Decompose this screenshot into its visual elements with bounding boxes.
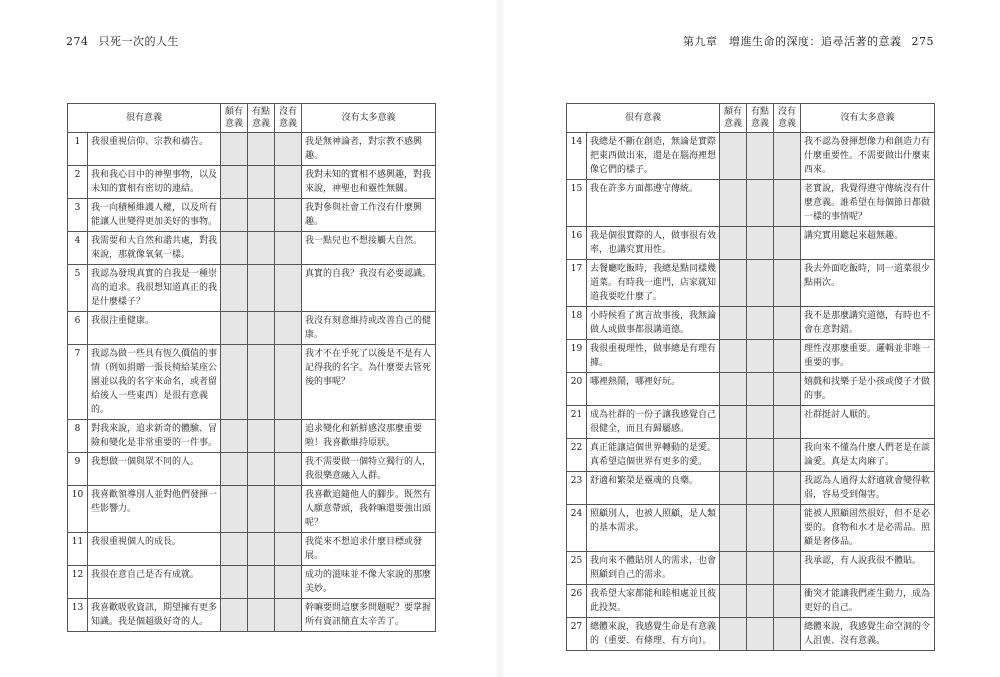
- not-meaningful-cell[interactable]: [275, 566, 302, 599]
- somewhat-meaningful-cell[interactable]: [747, 439, 774, 472]
- somewhat-meaningful-cell[interactable]: [248, 533, 275, 566]
- little-meaning-statement: 理性沒那麼重要。邏輯並非唯一重要的事。: [801, 340, 935, 373]
- right-page-header: [683, 33, 934, 49]
- somewhat-meaningful-cell[interactable]: [248, 599, 275, 632]
- item-number: 9: [68, 453, 88, 486]
- quite-meaningful-cell[interactable]: [720, 585, 747, 618]
- item-number: 18: [567, 307, 587, 340]
- header-quite-meaningful: 頗有意義: [720, 104, 747, 133]
- table-body: [567, 133, 935, 651]
- not-meaningful-cell[interactable]: [275, 345, 302, 420]
- item-number: 21: [567, 406, 587, 439]
- header-very-meaningful: 很有意義: [567, 104, 720, 133]
- item-number: 20: [567, 373, 587, 406]
- meaningful-statement: 我總是不斷在創造，無論是實際把東西做出來，還是在腦海裡想像它們的樣子。: [587, 133, 720, 180]
- item-number: 25: [567, 552, 587, 585]
- not-meaningful-cell[interactable]: [774, 180, 801, 227]
- somewhat-meaningful-cell[interactable]: [248, 232, 275, 265]
- somewhat-meaningful-cell[interactable]: [747, 227, 774, 260]
- table-row: [68, 265, 436, 312]
- little-meaning-statement: 我認為人過得太舒適就會變得軟弱，容易受到傷害。: [801, 472, 935, 505]
- somewhat-meaningful-cell[interactable]: [248, 133, 275, 166]
- quite-meaningful-cell[interactable]: [720, 373, 747, 406]
- table-row: [68, 232, 436, 265]
- item-number: 4: [68, 232, 88, 265]
- quite-meaningful-cell[interactable]: [221, 566, 248, 599]
- somewhat-meaningful-cell[interactable]: [248, 166, 275, 199]
- little-meaning-statement: 我喜歡追隨他人的腳步。既然有人願意帶頭，我幹嘛還要強出頭呢？: [302, 486, 436, 533]
- little-meaning-statement: 我對未知的實相不感興趣，對我來說，神聖也和靈性無關。: [302, 166, 436, 199]
- meaningful-statement: 我向來不體貼別人的需求，也會照顧到自己的需求。: [587, 552, 720, 585]
- table-row: [68, 566, 436, 599]
- meaningful-statement: 我和我心目中的神聖事物，以及未知的實相有密切的連結。: [88, 166, 221, 199]
- table-row: [68, 599, 436, 632]
- little-meaning-statement: 我一點兒也不想接觸大自然。: [302, 232, 436, 265]
- meaningful-statement: 哪裡熱鬧，哪裡好玩。: [587, 373, 720, 406]
- quite-meaningful-cell[interactable]: [221, 453, 248, 486]
- somewhat-meaningful-cell[interactable]: [248, 265, 275, 312]
- header-not-meaningful: 沒有意義: [275, 104, 302, 133]
- quite-meaningful-cell[interactable]: [720, 472, 747, 505]
- table-row: [567, 340, 935, 373]
- item-number: 7: [68, 345, 88, 420]
- running-title: 第九章 增進生命的深度：追尋活著的意義: [683, 35, 902, 48]
- somewhat-meaningful-cell[interactable]: [248, 566, 275, 599]
- item-number: 22: [567, 439, 587, 472]
- somewhat-meaningful-cell[interactable]: [747, 133, 774, 180]
- header-not-meaningful: 沒有意義: [774, 104, 801, 133]
- quite-meaningful-cell[interactable]: [720, 227, 747, 260]
- item-number: 8: [68, 420, 88, 453]
- somewhat-meaningful-cell[interactable]: [747, 618, 774, 651]
- item-number: 1: [68, 133, 88, 166]
- little-meaning-statement: 我不認為發揮想像力和創造力有什麼重要性。不需要做出什麼東西來。: [801, 133, 935, 180]
- item-number: 17: [567, 260, 587, 307]
- quite-meaningful-cell[interactable]: [221, 420, 248, 453]
- meaningful-statement: 我很重視個人的成長。: [88, 533, 221, 566]
- not-meaningful-cell[interactable]: [774, 260, 801, 307]
- somewhat-meaningful-cell[interactable]: [747, 340, 774, 373]
- quite-meaningful-cell[interactable]: [720, 618, 747, 651]
- little-meaning-statement: 我去外面吃飯時，同一道菜很少點兩次。: [801, 260, 935, 307]
- page-number: 275: [911, 35, 934, 48]
- table-row: [68, 533, 436, 566]
- little-meaning-statement: 我向來不懂為什麼人們老是在談論愛。真是太肉麻了。: [801, 439, 935, 472]
- not-meaningful-cell[interactable]: [275, 533, 302, 566]
- meaningful-statement: 小時候看了寓言故事後，我無論做人或做事都很講道德。: [587, 307, 720, 340]
- item-number: 6: [68, 312, 88, 345]
- item-number: 23: [567, 472, 587, 505]
- quite-meaningful-cell[interactable]: [720, 439, 747, 472]
- table-row: [567, 373, 935, 406]
- not-meaningful-cell[interactable]: [774, 373, 801, 406]
- not-meaningful-cell[interactable]: [774, 340, 801, 373]
- meaningful-statement: 我很注重健康。: [88, 312, 221, 345]
- meaningful-statement: 我很重視信仰、宗教和禱告。: [88, 133, 221, 166]
- table-row: [567, 472, 935, 505]
- little-meaning-statement: 衝突才能讓我們產生動力，成為更好的自己。: [801, 585, 935, 618]
- not-meaningful-cell[interactable]: [275, 199, 302, 232]
- not-meaningful-cell[interactable]: [275, 486, 302, 533]
- somewhat-meaningful-cell[interactable]: [248, 312, 275, 345]
- little-meaning-statement: 我沒有刻意維持或改善自己的健康。: [302, 312, 436, 345]
- somewhat-meaningful-cell[interactable]: [747, 585, 774, 618]
- item-number: 13: [68, 599, 88, 632]
- table-row: [68, 133, 436, 166]
- little-meaning-statement: 社群挺討人厭的。: [801, 406, 935, 439]
- meaningful-statement: 我喜歡領導別人並對他們發揮一些影響力。: [88, 486, 221, 533]
- meaningful-statement: 我很在意自己是否有成就。: [88, 566, 221, 599]
- table-row: [567, 406, 935, 439]
- little-meaning-statement: 我才不在乎死了以後是不是有人記得我的名字。為什麼要去管死後的事呢？: [302, 345, 436, 420]
- not-meaningful-cell[interactable]: [275, 420, 302, 453]
- item-number: 3: [68, 199, 88, 232]
- not-meaningful-cell[interactable]: [275, 133, 302, 166]
- somewhat-meaningful-cell[interactable]: [747, 406, 774, 439]
- little-meaning-statement: 我承認，有人說我很不體貼。: [801, 552, 935, 585]
- meaningful-statement: 舒適和繁榮是靈魂的良藥。: [587, 472, 720, 505]
- not-meaningful-cell[interactable]: [275, 599, 302, 632]
- not-meaningful-cell[interactable]: [774, 133, 801, 180]
- table-row: [68, 486, 436, 533]
- quite-meaningful-cell[interactable]: [221, 265, 248, 312]
- quite-meaningful-cell[interactable]: [720, 260, 747, 307]
- meaningful-statement: 我需要和大自然和諧共處，對我來說，那就像氧氣一樣。: [88, 232, 221, 265]
- little-meaning-statement: 我是無神論者，對宗教不感興趣。: [302, 133, 436, 166]
- item-number: 27: [567, 618, 587, 651]
- little-meaning-statement: 成功的滋味並不像大家說的那麼美妙。: [302, 566, 436, 599]
- item-number: 19: [567, 340, 587, 373]
- quite-meaningful-cell[interactable]: [221, 232, 248, 265]
- quite-meaningful-cell[interactable]: [221, 166, 248, 199]
- not-meaningful-cell[interactable]: [275, 232, 302, 265]
- little-meaning-statement: 我對參與社會工作沒有什麼興趣。: [302, 199, 436, 232]
- item-number: 24: [567, 505, 587, 552]
- table-row: [567, 260, 935, 307]
- somewhat-meaningful-cell[interactable]: [248, 420, 275, 453]
- item-number: 14: [567, 133, 587, 180]
- header-very-meaningful: 很有意義: [68, 104, 221, 133]
- quite-meaningful-cell[interactable]: [720, 133, 747, 180]
- somewhat-meaningful-cell[interactable]: [747, 260, 774, 307]
- table-row: [567, 307, 935, 340]
- table-header-row: [68, 104, 436, 133]
- meaningful-statement: 成為社群的一份子讓我感覺自己很健全，而且有歸屬感。: [587, 406, 720, 439]
- not-meaningful-cell[interactable]: [774, 227, 801, 260]
- item-number: 15: [567, 180, 587, 227]
- somewhat-meaningful-cell[interactable]: [248, 199, 275, 232]
- meaningful-statement: 我認為發現真實的自我是一種崇高的追求。我很想知道真正的我是什麼樣子？: [88, 265, 221, 312]
- little-meaning-statement: 我不需要做一個特立獨行的人，我很樂意融入人群。: [302, 453, 436, 486]
- table-row: [567, 180, 935, 227]
- item-number: 5: [68, 265, 88, 312]
- little-meaning-statement: 追求變化和新鮮感沒那麼重要啦！我喜歡維持原狀。: [302, 420, 436, 453]
- meaningful-statement: 照顧別人，也被人照顧，是人類的基本需求。: [587, 505, 720, 552]
- not-meaningful-cell[interactable]: [275, 166, 302, 199]
- not-meaningful-cell[interactable]: [774, 618, 801, 651]
- not-meaningful-cell[interactable]: [275, 265, 302, 312]
- little-meaning-statement: 能被人照顧固然很好，但不是必要的。食物和水才是必需品。照顧是奢侈品。: [801, 505, 935, 552]
- somewhat-meaningful-cell[interactable]: [747, 180, 774, 227]
- table-row: [68, 453, 436, 486]
- table-header-row: [567, 104, 935, 133]
- somewhat-meaningful-cell[interactable]: [248, 486, 275, 533]
- not-meaningful-cell[interactable]: [774, 505, 801, 552]
- header-quite-meaningful: 頗有意義: [221, 104, 248, 133]
- table-row: [68, 345, 436, 420]
- quite-meaningful-cell[interactable]: [221, 312, 248, 345]
- somewhat-meaningful-cell[interactable]: [747, 505, 774, 552]
- somewhat-meaningful-cell[interactable]: [747, 552, 774, 585]
- quite-meaningful-cell[interactable]: [221, 533, 248, 566]
- meaning-survey-table-right: [566, 103, 935, 651]
- header-little-meaning: 沒有太多意義: [801, 104, 935, 133]
- little-meaning-statement: 老實說，我覺得遵守傳統沒有什麼意義。誰希望在每個節日都做一樣的事情呢？: [801, 180, 935, 227]
- header-somewhat-meaningful: 有點意義: [747, 104, 774, 133]
- not-meaningful-cell[interactable]: [774, 472, 801, 505]
- left-page-header: [66, 33, 179, 49]
- table-row: [68, 166, 436, 199]
- not-meaningful-cell[interactable]: [275, 312, 302, 345]
- meaningful-statement: 我很重視理性，做事總是有理有據。: [587, 340, 720, 373]
- quite-meaningful-cell[interactable]: [720, 307, 747, 340]
- table-row: [68, 420, 436, 453]
- not-meaningful-cell[interactable]: [774, 439, 801, 472]
- table-row: [567, 439, 935, 472]
- quite-meaningful-cell[interactable]: [221, 486, 248, 533]
- quite-meaningful-cell[interactable]: [221, 133, 248, 166]
- table-row: [68, 199, 436, 232]
- page-number: 274: [66, 35, 89, 48]
- table-body: [68, 133, 436, 632]
- item-number: 16: [567, 227, 587, 260]
- item-number: 11: [68, 533, 88, 566]
- quite-meaningful-cell[interactable]: [221, 199, 248, 232]
- somewhat-meaningful-cell[interactable]: [248, 345, 275, 420]
- little-meaning-statement: 我不是那麼講究道德，有時也不會在意對錯。: [801, 307, 935, 340]
- meaningful-statement: 我希望大家都能和睦相處並且彼此投契。: [587, 585, 720, 618]
- table-row: [567, 585, 935, 618]
- little-meaning-statement: 嬉戲和找樂子是小孩或傻子才做的事。: [801, 373, 935, 406]
- meaningful-statement: 對我來說，追求新奇的體驗、冒險和變化是非常重要的一件事。: [88, 420, 221, 453]
- not-meaningful-cell[interactable]: [774, 406, 801, 439]
- little-meaning-statement: 真實的自我？我沒有必要認識。: [302, 265, 436, 312]
- quite-meaningful-cell[interactable]: [720, 552, 747, 585]
- meaningful-statement: 我一向積極維護人權，以及所有能讓人世變得更加美好的事物。: [88, 199, 221, 232]
- item-number: 26: [567, 585, 587, 618]
- quite-meaningful-cell[interactable]: [720, 505, 747, 552]
- right-page: [500, 0, 1000, 677]
- not-meaningful-cell[interactable]: [275, 453, 302, 486]
- little-meaning-statement: 總體來說，我感覺生命空洞的令人沮喪、沒有意義。: [801, 618, 935, 651]
- quite-meaningful-cell[interactable]: [221, 599, 248, 632]
- item-number: 2: [68, 166, 88, 199]
- little-meaning-statement: 我從來不想追求什麼目標或發展。: [302, 533, 436, 566]
- meaningful-statement: 總體來說，我感覺生命是有意義的（重要、有條理、有方向）。: [587, 618, 720, 651]
- somewhat-meaningful-cell[interactable]: [747, 307, 774, 340]
- meaningful-statement: 我認為做一些具有恆久價值的事情（例如捐贈一張長椅給某座公園並以我的名字來命名，或者留給後人一些東西）是很有意義的。: [88, 345, 221, 420]
- meaningful-statement: 真正能讓這個世界轉動的是愛。真希望這個世界有更多的愛。: [587, 439, 720, 472]
- item-number: 12: [68, 566, 88, 599]
- table-row: [567, 618, 935, 651]
- somewhat-meaningful-cell[interactable]: [747, 373, 774, 406]
- not-meaningful-cell[interactable]: [774, 585, 801, 618]
- table-row: [567, 505, 935, 552]
- item-number: 10: [68, 486, 88, 533]
- table-row: [68, 312, 436, 345]
- header-somewhat-meaningful: 有點意義: [248, 104, 275, 133]
- quite-meaningful-cell[interactable]: [720, 406, 747, 439]
- quite-meaningful-cell[interactable]: [221, 345, 248, 420]
- table-row: [567, 227, 935, 260]
- little-meaning-statement: 講究實用聽起來超無趣。: [801, 227, 935, 260]
- quite-meaningful-cell[interactable]: [720, 180, 747, 227]
- quite-meaningful-cell[interactable]: [720, 340, 747, 373]
- header-little-meaning: 沒有太多意義: [302, 104, 436, 133]
- meaningful-statement: 我想做一個與眾不同的人。: [88, 453, 221, 486]
- little-meaning-statement: 幹嘛要問這麼多問題呢？要掌握所有資訊簡直太辛苦了。: [302, 599, 436, 632]
- meaningful-statement: 我是個很實際的人，做事很有效率，也講究實用性。: [587, 227, 720, 260]
- meaning-survey-table-left: [67, 103, 436, 632]
- meaningful-statement: 我喜歡吸收資訊，期望擁有更多知識。我是個超級好奇的人。: [88, 599, 221, 632]
- table-row: [567, 552, 935, 585]
- meaningful-statement: 去餐廳吃飯時，我總是點同樣幾道菜。有時我一進門，店家就知道我要吃什麼了。: [587, 260, 720, 307]
- meaningful-statement: 我在許多方面都遵守傳統。: [587, 180, 720, 227]
- not-meaningful-cell[interactable]: [774, 307, 801, 340]
- not-meaningful-cell[interactable]: [774, 552, 801, 585]
- somewhat-meaningful-cell[interactable]: [248, 453, 275, 486]
- running-title: 只死一次的人生: [98, 35, 179, 48]
- somewhat-meaningful-cell[interactable]: [747, 472, 774, 505]
- table-row: [567, 133, 935, 180]
